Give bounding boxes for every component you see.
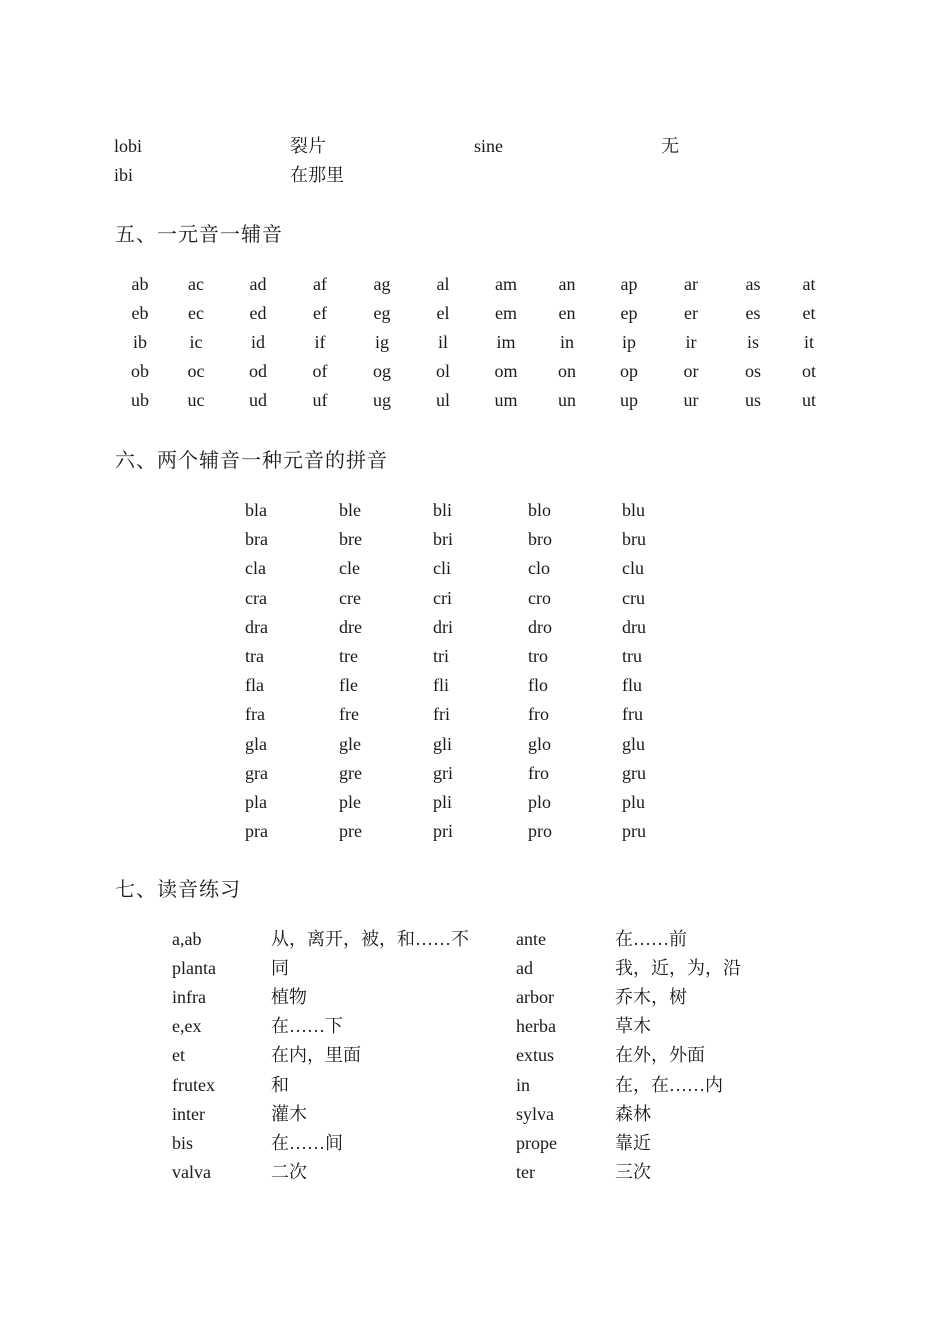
cluster-cell: ble [339,500,361,520]
syllable-cell: at [802,274,816,294]
chinese-meaning: 在，在……内 [615,1075,723,1095]
cluster-cell: cli [433,558,451,578]
chinese-meaning: 森林 [615,1104,651,1124]
cluster-cell: bru [622,529,646,549]
cluster-cell: glo [528,734,552,754]
cluster-cell: cle [339,558,360,578]
cluster-cell: flo [528,675,548,695]
syllable-cell: ol [435,361,451,381]
latin-word: extus [516,1045,554,1065]
latin-word: bis [172,1133,194,1153]
cluster-cell: gre [339,763,362,783]
syllable-cell: ad [249,274,267,294]
section7-heading: 七、读音练习 [115,877,241,901]
cluster-cell: gla [245,734,267,754]
syllable-cell: ur [683,390,699,410]
cluster-cell: pla [245,792,267,812]
cluster-cell: plo [528,792,552,812]
syllable-cell: ip [621,332,637,352]
cluster-cell: tro [528,646,548,666]
syllable-cell: ub [131,390,149,410]
syllable-cell: of [312,361,328,381]
cluster-cell: cro [528,588,551,608]
section5-heading: 五、一元音一辅音 [115,222,283,246]
cluster-cell: bre [339,529,362,549]
syllable-cell: ef [313,303,327,323]
cluster-cell: ple [339,792,361,812]
cluster-cell: dru [622,617,646,637]
cluster-cell: dro [528,617,552,637]
cluster-cell: blu [622,500,646,520]
chinese-meaning: 灌木 [271,1104,307,1124]
chinese-meaning: 从，离开，被，和……不 [271,929,469,949]
syllable-cell: en [558,303,576,323]
syllable-cell: od [249,361,267,381]
latin-word: herba [516,1016,556,1036]
cluster-cell: bla [245,500,267,520]
latin-word: et [172,1045,185,1065]
chinese-meaning: 同 [271,958,289,978]
syllable-cell: uc [187,390,205,410]
cluster-cell: dri [433,617,453,637]
syllable-cell: is [746,332,760,352]
chinese-meaning: 草木 [615,1016,651,1036]
latin-word: sylva [516,1104,554,1124]
syllable-cell: id [250,332,266,352]
cluster-cell: tru [622,646,642,666]
syllable-cell: ul [435,390,451,410]
syllable-cell: ec [188,303,204,323]
chinese-meaning: 植物 [271,987,307,1007]
cluster-cell: fro [528,704,549,724]
cluster-cell: fra [245,704,265,724]
cluster-cell: gli [433,734,453,754]
syllable-cell: op [620,361,638,381]
syllable-cell: am [495,274,517,294]
syllable-cell: im [496,332,516,352]
cluster-cell: fle [339,675,358,695]
syllable-cell: og [373,361,391,381]
cluster-cell: clu [622,558,644,578]
chinese-meaning: 在内，里面 [271,1045,361,1065]
cluster-cell: bli [433,500,453,520]
cluster-cell: tre [339,646,358,666]
cluster-cell: glu [622,734,646,754]
cluster-cell: pri [433,821,453,841]
cluster-cell: gle [339,734,361,754]
cluster-cell: bro [528,529,552,549]
cluster-cell: pli [433,792,453,812]
cluster-cell: cra [245,588,267,608]
cluster-cell: dre [339,617,362,637]
syllable-cell: as [745,274,761,294]
cluster-cell: pra [245,821,268,841]
syllable-cell: un [558,390,576,410]
syllable-cell: er [684,303,698,323]
syllable-cell: ar [684,274,698,294]
cluster-cell: bri [433,529,453,549]
syllable-cell: ib [132,332,148,352]
cluster-cell: pru [622,821,646,841]
syllable-cell: el [436,303,450,323]
syllable-cell: eb [131,303,149,323]
chinese-meaning: 我，近，为，沿 [615,958,741,978]
syllable-cell: ug [373,390,391,410]
syllable-cell: an [558,274,576,294]
syllable-cell: eg [373,303,391,323]
syllable-cell: if [314,332,326,352]
chinese-meaning: 三次 [615,1162,651,1182]
syllable-cell: al [436,274,450,294]
latin-word: in [516,1075,531,1095]
syllable-cell: il [437,332,449,352]
syllable-cell: um [494,390,518,410]
syllable-cell: ot [801,361,817,381]
syllable-cell: ob [131,361,149,381]
top-table-cell: ibi [114,165,134,185]
latin-word: arbor [516,987,554,1007]
syllable-cell: on [558,361,576,381]
cluster-cell: fla [245,675,264,695]
cluster-cell: fru [622,704,643,724]
top-table-cell: 无 [661,136,679,156]
cluster-cell: cre [339,588,361,608]
syllable-cell: ep [620,303,638,323]
cluster-cell: clo [528,558,550,578]
latin-word: planta [172,958,216,978]
syllable-cell: es [745,303,761,323]
cluster-cell: gra [245,763,268,783]
latin-word: a,ab [172,929,202,949]
syllable-cell: ac [188,274,204,294]
syllable-cell: ut [801,390,817,410]
latin-word: e,ex [172,1016,202,1036]
cluster-cell: cla [245,558,266,578]
latin-word: infra [172,987,206,1007]
latin-word: ad [516,958,533,978]
latin-word: inter [172,1104,205,1124]
top-table-cell: 裂片 [290,136,326,156]
syllable-cell: uf [312,390,328,410]
chinese-meaning: 在……间 [271,1133,343,1153]
cluster-cell: fro [528,763,549,783]
syllable-cell: ab [131,274,149,294]
latin-word: valva [172,1162,211,1182]
latin-word: prope [516,1133,557,1153]
syllable-cell: ig [374,332,390,352]
cluster-cell: plu [622,792,646,812]
chinese-meaning: 在……下 [271,1016,343,1036]
cluster-cell: flu [622,675,642,695]
syllable-cell: oc [187,361,205,381]
chinese-meaning: 在……前 [615,929,687,949]
syllable-cell: ud [249,390,267,410]
cluster-cell: cri [433,588,452,608]
syllable-cell: ir [685,332,697,352]
chinese-meaning: 二次 [271,1162,307,1182]
cluster-cell: fli [433,675,449,695]
latin-word: ante [516,929,546,949]
chinese-meaning: 靠近 [615,1133,651,1153]
syllable-cell: in [559,332,575,352]
cluster-cell: pro [528,821,552,841]
cluster-cell: dra [245,617,268,637]
cluster-cell: tri [433,646,449,666]
syllable-cell: os [744,361,762,381]
cluster-cell: gru [622,763,646,783]
syllable-cell: ic [189,332,203,352]
cluster-cell: pre [339,821,362,841]
chinese-meaning: 乔木，树 [615,987,687,1007]
section6-heading: 六、两个辅音一种元音的拼音 [115,448,388,472]
top-table-cell: lobi [114,136,143,156]
syllable-cell: af [313,274,327,294]
cluster-cell: tra [245,646,264,666]
cluster-cell: gri [433,763,453,783]
syllable-cell: ag [373,274,391,294]
syllable-cell: ap [620,274,638,294]
chinese-meaning: 在外，外面 [615,1045,705,1065]
syllable-cell: ed [249,303,267,323]
cluster-cell: fre [339,704,359,724]
syllable-cell: em [495,303,517,323]
cluster-cell: blo [528,500,552,520]
syllable-cell: us [744,390,762,410]
syllable-cell: et [802,303,816,323]
syllable-cell: om [494,361,518,381]
cluster-cell: bra [245,529,268,549]
top-table-cell: sine [474,136,503,156]
top-table-cell: 在那里 [290,165,344,185]
cluster-cell: fri [433,704,450,724]
syllable-cell: or [683,361,699,381]
chinese-meaning: 和 [271,1075,289,1095]
latin-word: frutex [172,1075,215,1095]
syllable-cell: it [803,332,815,352]
syllable-cell: up [620,390,638,410]
latin-word: ter [516,1162,535,1182]
cluster-cell: cru [622,588,645,608]
